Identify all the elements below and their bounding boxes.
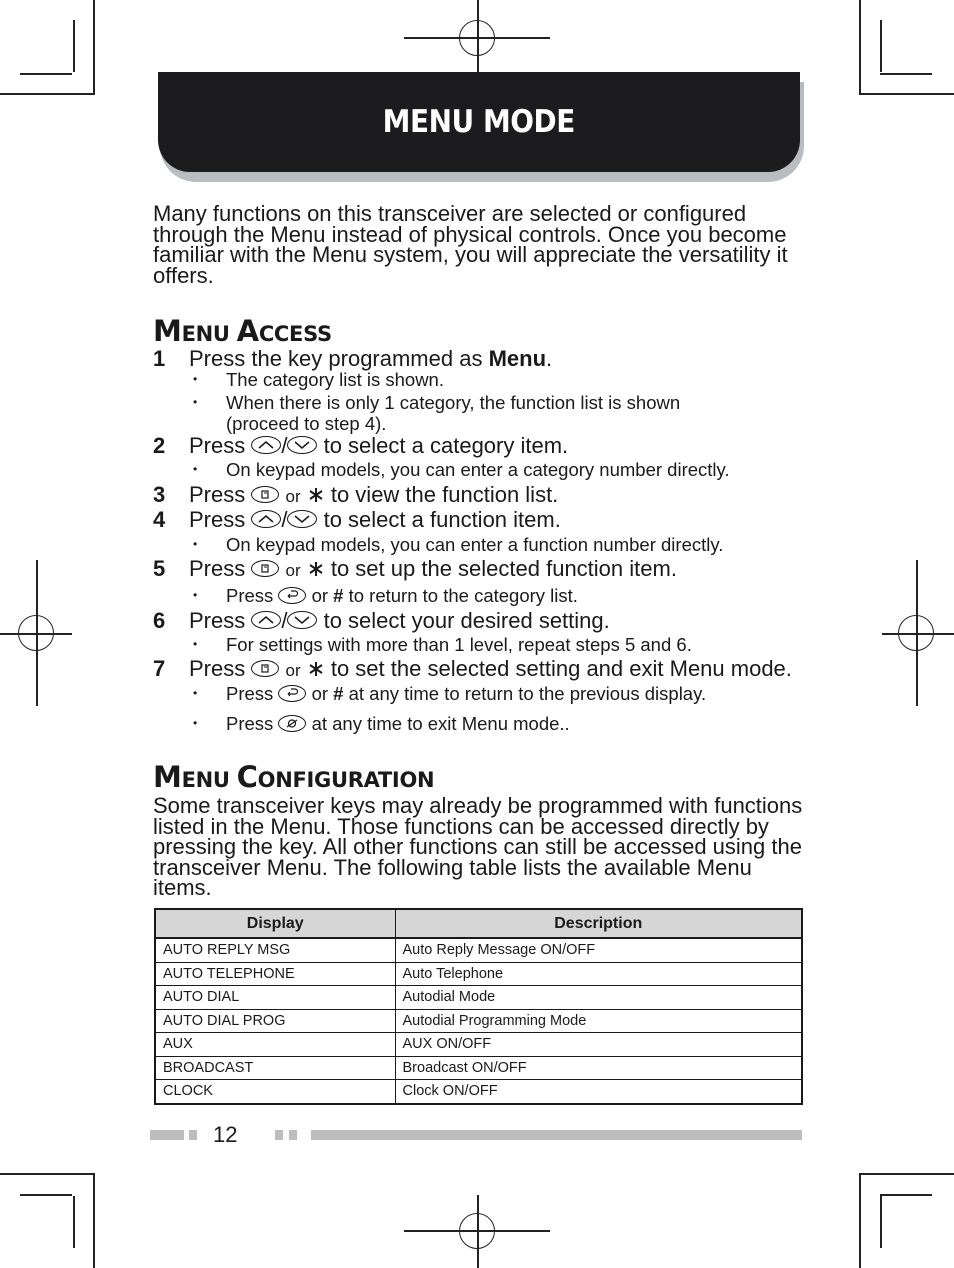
display-cell: AUTO REPLY MSG bbox=[155, 938, 395, 962]
description-cell: Autodial Programming Mode bbox=[395, 1009, 802, 1033]
table-row bbox=[155, 938, 802, 962]
menu-key-icon bbox=[251, 560, 279, 577]
description-cell: Auto Reply Message ON/OFF bbox=[395, 938, 802, 962]
table-row bbox=[155, 986, 802, 1010]
down-arrow-key-icon bbox=[287, 510, 317, 528]
footer-bar-right bbox=[311, 1130, 802, 1140]
up-arrow-key-icon bbox=[251, 436, 281, 454]
table-row bbox=[155, 1080, 802, 1104]
table-row bbox=[155, 962, 802, 986]
description-cell: AUX ON/OFF bbox=[395, 1033, 802, 1057]
title-banner bbox=[158, 72, 800, 172]
footer-bar-right-small-b bbox=[289, 1130, 297, 1140]
table-row bbox=[155, 1009, 802, 1033]
intro-paragraph: Many functions on this transceiver are selected or configured through the Menu instead of physical controls. Once you become familiar with the Menu system, you will appreciate the versatility it offers. bbox=[153, 201, 788, 288]
page-number: 12 bbox=[213, 1122, 238, 1147]
table-row bbox=[155, 1056, 802, 1080]
display-cell: AUTO TELEPHONE bbox=[155, 962, 395, 986]
menu-key-label: Menu bbox=[488, 346, 547, 371]
footer-bar-left bbox=[150, 1130, 184, 1140]
asterisk-key-icon bbox=[307, 659, 325, 677]
menu-access-heading: MENU ACCESS bbox=[153, 314, 332, 348]
configuration-paragraph: Some transceiver keys may already be programmed with functions listed in the Menu. Those functions can be accessed directly by pressing the key. All other functions can still be accessed using the transceiver Menu. The following table lists the available Menu items. bbox=[153, 793, 803, 900]
column-header-description: Description bbox=[395, 909, 802, 938]
menu-configuration-heading: MENU CONFIGURATION bbox=[153, 760, 435, 794]
column-header-display: Display bbox=[155, 909, 395, 938]
footer-bar-right-small-a bbox=[275, 1130, 283, 1140]
menu-key-icon bbox=[251, 486, 279, 503]
down-arrow-key-icon bbox=[287, 611, 317, 629]
back-key-icon bbox=[278, 685, 306, 702]
display-cell: BROADCAST bbox=[155, 1056, 395, 1080]
up-arrow-key-icon bbox=[251, 611, 281, 629]
exit-key-icon bbox=[278, 715, 306, 732]
menu-items-table bbox=[154, 908, 803, 1105]
asterisk-key-icon bbox=[307, 485, 325, 503]
description-cell: Auto Telephone bbox=[395, 962, 802, 986]
display-cell: AUTO DIAL PROG bbox=[155, 1009, 395, 1033]
down-arrow-key-icon bbox=[287, 436, 317, 454]
display-cell: AUTO DIAL bbox=[155, 986, 395, 1010]
description-cell: Clock ON/OFF bbox=[402, 1083, 498, 1100]
menu-key-icon bbox=[251, 660, 279, 677]
up-arrow-key-icon bbox=[251, 510, 281, 528]
display-cell: CLOCK bbox=[155, 1080, 395, 1104]
page-title: MENU MODE bbox=[382, 104, 576, 140]
table-header-row bbox=[155, 909, 802, 938]
display-cell: AUX bbox=[155, 1033, 395, 1057]
asterisk-key-icon bbox=[307, 559, 325, 577]
back-key-icon bbox=[278, 587, 306, 604]
table-row bbox=[155, 1033, 802, 1057]
description-cell: Autodial Mode bbox=[395, 986, 802, 1010]
description-cell: Broadcast ON/OFF bbox=[395, 1056, 802, 1080]
footer-bar-left-small bbox=[189, 1130, 197, 1140]
